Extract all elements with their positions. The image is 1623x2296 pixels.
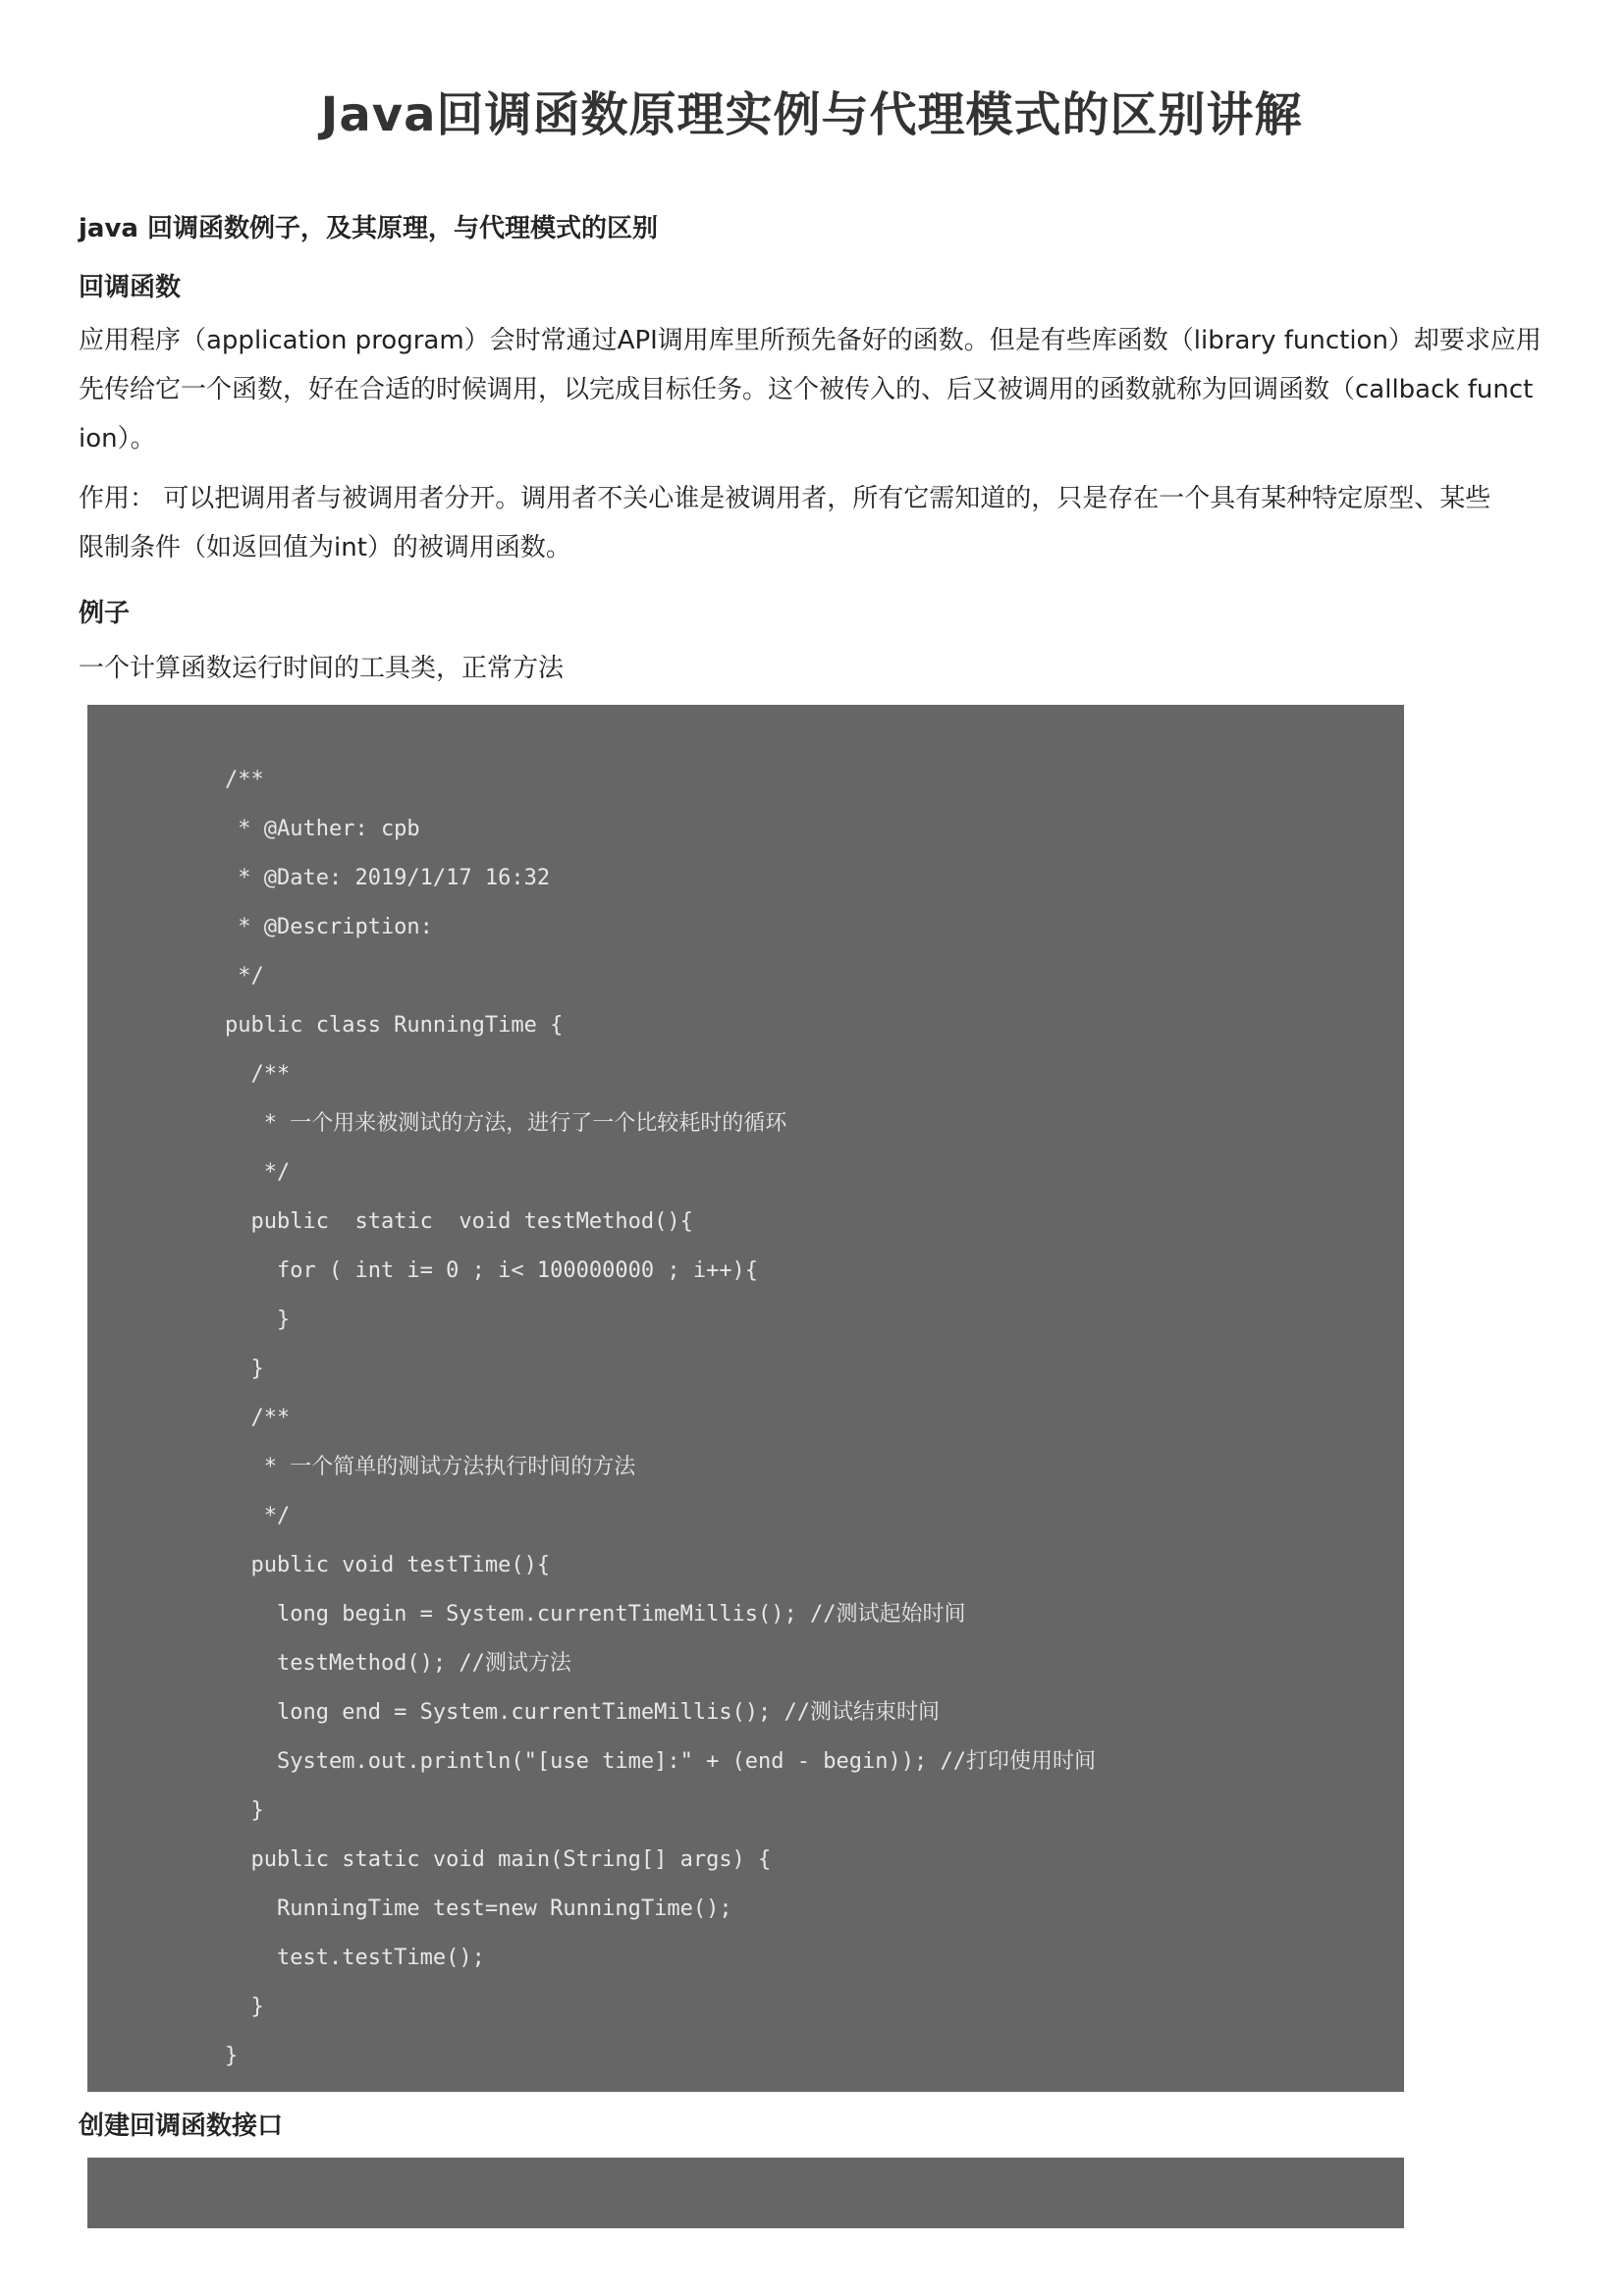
- code-line: }: [225, 2044, 239, 2068]
- purpose-line: 限制条件（如返回值为int）的被调用函数。: [79, 533, 571, 562]
- code-line: */: [225, 964, 264, 988]
- code-line: */: [225, 1160, 291, 1185]
- definition-line: 先传给它一个函数，好在合适的时候调用，以完成目标任务。这个被传入的、后又被调用的函数就称为回调函数（callback funct: [79, 375, 1534, 404]
- code-line: * @Date: 2019/1/17 16:32: [225, 866, 551, 890]
- callback-heading: 回调函数: [79, 273, 182, 302]
- code-line: public void testTime(){: [225, 1553, 551, 1577]
- code-line: * @Auther: cpb: [225, 817, 420, 841]
- code-line: long end = System.currentTimeMillis(); //测试结束时间: [225, 1700, 941, 1725]
- example-heading: 例子: [79, 599, 131, 628]
- page-title: Java回调函数原理实例与代理模式的区别讲解: [320, 87, 1303, 142]
- create-interface-heading: 创建回调函数接口: [79, 2111, 284, 2141]
- intro-heading: java 回调函数例子，及其原理，与代理模式的区别: [79, 214, 659, 243]
- code-line: /**: [225, 768, 264, 792]
- code-block-interface: [87, 2158, 1404, 2228]
- code-line: System.out.println("[use time]:" + (end - begin)); //打印使用时间: [225, 1749, 1096, 1774]
- code-block-running-time: [87, 705, 1404, 2092]
- code-line: }: [225, 1995, 264, 2019]
- definition-paragraph: [79, 316, 1551, 463]
- code-line: long begin = System.currentTimeMillis(); //测试起始时间: [225, 1602, 966, 1627]
- code-line: /**: [225, 1062, 291, 1087]
- code-line: public static void testMethod(){: [225, 1209, 693, 1234]
- code-line: }: [225, 1798, 264, 1823]
- code-line: RunningTime test=new RunningTime();: [225, 1896, 732, 1921]
- code-line: test.testTime();: [225, 1946, 485, 1970]
- code-line: }: [225, 1357, 264, 1381]
- code-line: }: [225, 1308, 291, 1332]
- purpose-line: 作用： 可以把调用者与被调用者分开。调用者不关心谁是被调用者，所有它需知道的，只是存在一个具有某种特定原型、某些: [79, 484, 1491, 513]
- code-line: testMethod(); //测试方法: [225, 1651, 571, 1676]
- code-line: * 一个简单的测试方法执行时间的方法: [225, 1455, 636, 1479]
- code-line: public static void main(String[] args) {: [225, 1847, 772, 1872]
- definition-line: 应用程序（application program）会时常通过API调用库里所预先备好的函数。但是有些库函数（library function）却要求应用: [79, 326, 1542, 355]
- example-intro-paragraph: [79, 644, 1551, 693]
- code-line: * 一个用来被测试的方法，进行了一个比较耗时的循环: [225, 1111, 787, 1136]
- code-line: public class RunningTime {: [225, 1013, 564, 1038]
- example-intro-line: 一个计算函数运行时间的工具类，正常方法: [79, 654, 565, 683]
- definition-line: ion）。: [79, 424, 156, 454]
- code-line: for ( int i= 0 ; i< 100000000 ; i++){: [225, 1258, 759, 1283]
- code-line: /**: [225, 1406, 291, 1430]
- code-line: * @Description:: [225, 915, 433, 939]
- purpose-paragraph: [79, 474, 1551, 572]
- code-line: */: [225, 1504, 291, 1528]
